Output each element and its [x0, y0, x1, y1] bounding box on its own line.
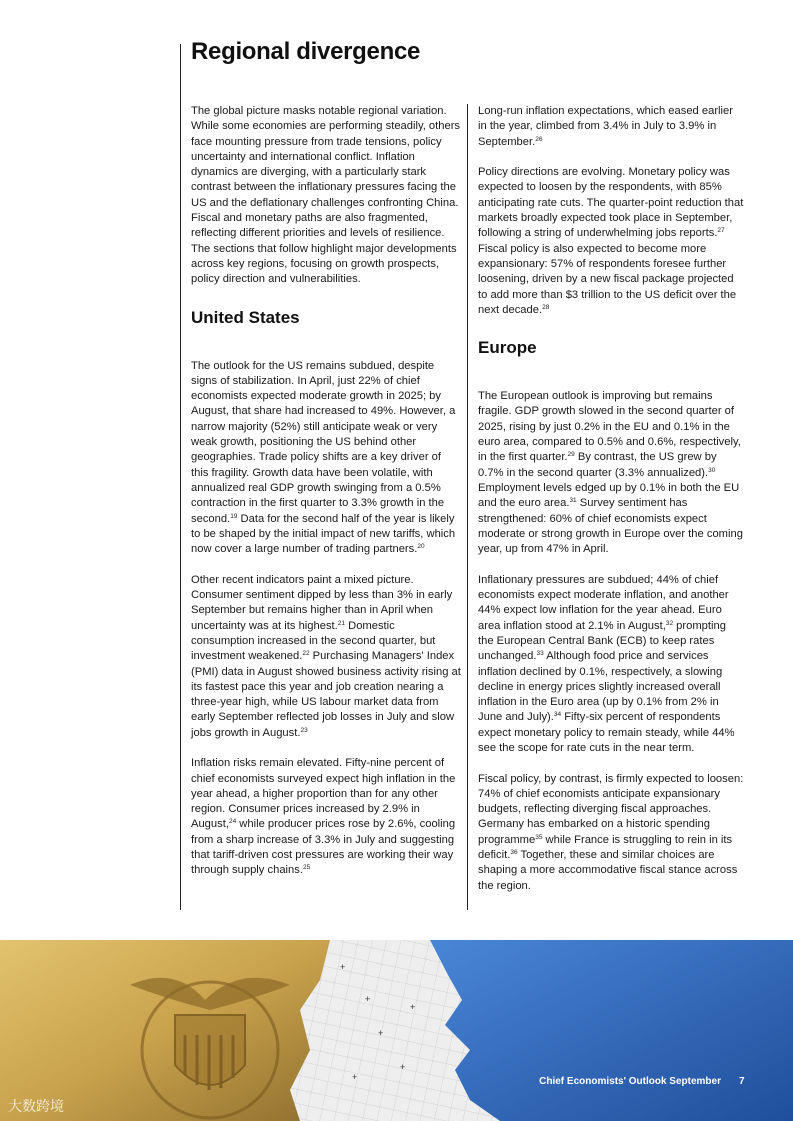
us-paragraph-policy: Policy directions are evolving. Monetary policy was expected to loosen by the respondents, with 85% anticipating rate cuts. The quarter-point reduction that markets broadly expected took place in September, following a string of underwhelming jobs reports.$^{27}$ Fiscal policy is also expected to become more expansionary: 57% of respondents foresee further loosening, driven by a new fiscal package projected to add more than $3 trillion to the US deficit over the next decade.$^{28}$	[478, 166, 744, 316]
us-paragraph-indicators: Other recent indicators paint a mixed picture. Consumer sentiment dipped by less than 3% in early September but remains higher than in April when uncertainty was at its highest.$^{21}$ Domestic consumption increased in the second quarter, but investment weakened.$^{22}$ Purchasing Managers' Index (PMI) data in August showed business activity rising at its fastest pace this year and job creation nearing a three-year high, while US labour market data from early September reflected job losses in July and slow jobs growth in August.$^{23}$	[191, 573, 461, 739]
watermark-logo: 大数跨境	[8, 1099, 64, 1115]
intro-paragraph: The global picture masks notable regional variation. While some economies are performing steadily, others face mounting pressure from trade tensions, policy uncertainty and international conflict. Inflation dynamics are diverging, with a particularly stark contrast between the inflationary pressures facing the US and the deflationary challenges confronting China. Fiscal and monetary paths are also fragmented, reflecting different priorities and levels of resilience. The sections that follow highlight major developments across key regions, focusing on growth prospects, policy direction and vulnerabilities.	[191, 105, 461, 286]
right-column	[478, 104, 744, 909]
footnote-ref[interactable]: 28	[542, 303, 550, 311]
europe-map-blue-area	[430, 940, 793, 1121]
footnote-ref[interactable]: 23	[300, 726, 308, 734]
us-paragraph-inflation: Inflation risks remain elevated. Fifty-nine percent of chief economists surveyed expect high inflation in the year ahead, a higher proportion than for any other region. Consumer prices increased by 2.9% in August,$^{24}$ while producer prices rose by 2.6%, cooling from a sharp increase of 3.3% in July and suggesting that tariff-driven cost pressures are working their way through supply chains.$^{25}$	[191, 757, 456, 877]
section-heading-united-states: United States	[191, 307, 300, 327]
footnote-ref[interactable]: 22	[302, 650, 310, 658]
footnote-ref[interactable]: 24	[228, 818, 237, 826]
europe-paragraph-outlook: The European outlook is improving but remains fragile. GDP growth slowed in the second quarter of 2025, rising by just 0.2% in the EU and 0.1% in the euro area, compared to 0.5% and 0.6%, respectively, in the first quarter.$^{29}$ By contrast, the US grew by 0.7% in the second quarter (3.3% annualized).$^{30}$ Employment levels edged up by 0.1% in both the EU and the euro area.$^{31}$ Survey sentiment has strengthened: 60% of chief economists expect moderate or strong growth in Europe over the coming year, up from 47% in April.	[478, 390, 743, 556]
footnote-ref[interactable]: 21	[337, 619, 345, 627]
title-rule	[180, 44, 181, 910]
page-title: Regional divergence	[191, 38, 421, 65]
europe-paragraph-inflation: Inflationary pressures are subdued; 44% of chief economists expect moderate inflation, and another 44% expect low inflation for the year ahead. Euro area inflation stood at 2.1% in August,$^{32}$ prompting the European Central Bank (ECB) to keep rates unchanged.$^{33}$ Although food price and services inflation declined by 0.1%, respectively, a slowing decline in energy prices slightly increased overall inflation in the Euro area (up by 0.1% from 2% in June and July).$^{34}$ Fifty-six percent of respondents expect monetary policy to remain steady, while 44% see the scope for rate cuts in the near term.	[478, 573, 735, 754]
svg-text:+: +	[378, 1028, 384, 1038]
svg-text:+: +	[410, 1002, 416, 1012]
dollar-seal-gold-area	[0, 940, 330, 1121]
column-divider-rule	[467, 104, 468, 910]
footer-report-title: Chief Economists' Outlook September	[539, 1076, 721, 1087]
us-paragraph-outlook: The outlook for the US remains subdued, despite signs of stabilization. In April, just 22% of chief economists expected moderate growth in 2025; by August, that share had increased to 49%. However, a narrow majority (52%) still anticipate weak or very weak growth, positioning the US behind other geographies. Trade policy shifts are a key driver of this fragility. Growth data have been volatile, with annualized real GDP growth swinging from a 0.5% contraction in the first quarter to 3.3% growth in the second.$^{19}$ Data for the second half of the year is likely to be shaped by the initial impact of new tariffs, which now cover a large number of trading partners.$^{20}$	[191, 359, 456, 556]
left-column	[191, 104, 461, 894]
footnote-ref[interactable]: 32	[665, 619, 674, 627]
svg-text:+: +	[400, 1062, 406, 1072]
footnote-ref[interactable]: 25	[302, 864, 311, 872]
footnote-ref[interactable]: 33	[536, 650, 544, 658]
footnote-ref[interactable]: 35	[535, 833, 543, 841]
footer-collage-image	[0, 940, 793, 1121]
us-paragraph-expectations: Long-run inflation expectations, which eased earlier in the year, climbed from 3.4% in July to 3.9% in September.$^{26}$	[478, 105, 733, 148]
footnote-ref[interactable]: 20	[417, 543, 425, 551]
footnote-ref[interactable]: 34	[553, 711, 562, 719]
svg-text:+: +	[365, 994, 371, 1004]
footnote-ref[interactable]: 31	[569, 497, 577, 505]
footnote-ref[interactable]: 26	[535, 135, 543, 143]
page-number: 7	[739, 1076, 745, 1087]
footnote-ref[interactable]: 30	[708, 466, 716, 474]
footnote-ref[interactable]: 29	[567, 451, 575, 459]
footnote-ref[interactable]: 27	[717, 227, 725, 235]
svg-text:+: +	[352, 1072, 358, 1082]
europe-paragraph-fiscal: Fiscal policy, by contrast, is firmly expected to loosen: 74% of chief economists anticipate expansionary budgets, reflecting diverging fiscal approaches. Germany has embarked on a historic spending programme$^{35}$ while France is struggling to rein in its deficit.$^{36}$ Together, these and similar choices are shaping a more accommodative fiscal stance across the region.	[478, 772, 744, 892]
svg-text:+: +	[340, 962, 346, 972]
footnote-ref[interactable]: 19	[230, 512, 238, 520]
section-heading-europe: Europe	[478, 338, 537, 358]
footnote-ref[interactable]: 36	[510, 849, 518, 857]
